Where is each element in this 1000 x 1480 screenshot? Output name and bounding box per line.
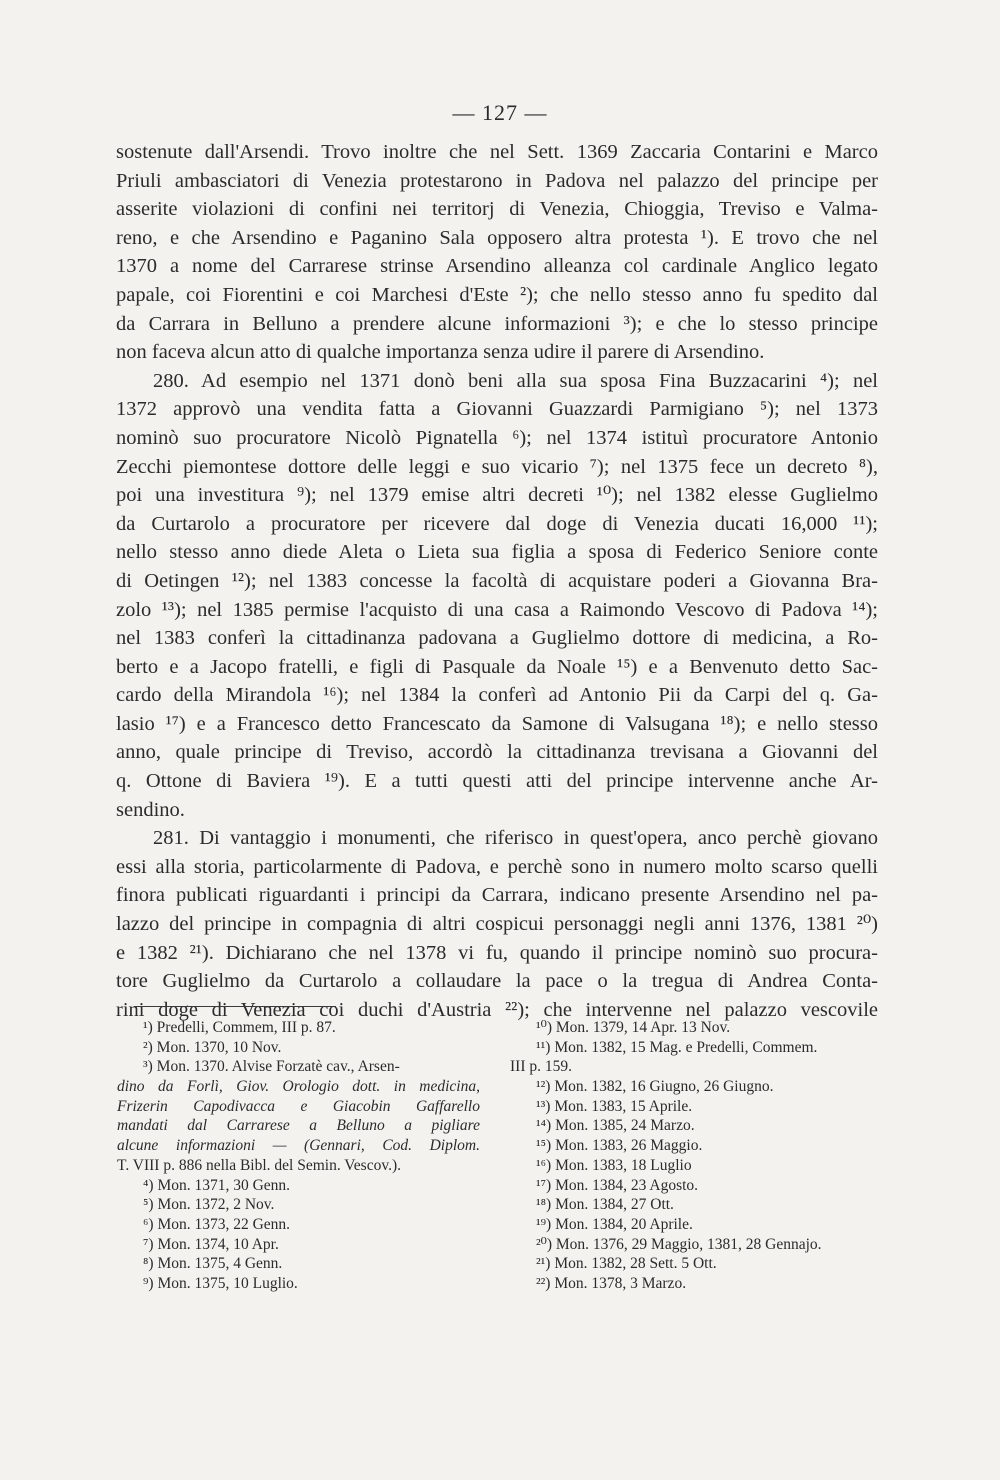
body-line: lazzo del principe in compagnia di altri cospicui personaggi negli anni 1376, 1381 ²⁰) [116,913,878,936]
body-line: cardo della Mirandola ¹⁶); nel 1384 la conferì ad Antonio Pii da Carpi del q. Ga- [116,684,878,707]
paragraph-281-start: 281. Di vantaggio i monumenti, che riferisco in quest'opera, anco perchè giovano [153,827,878,850]
footnote: ⁵) Mon. 1372, 2 Nov. [143,1196,275,1214]
footnote-continuation: Frizerin Capodivacca e Giacobin Gaffarello [117,1097,480,1115]
footnote: ²) Mon. 1370, 10 Nov. [143,1038,282,1056]
footnote: ¹⁹) Mon. 1384, 20 Aprile. [536,1215,693,1233]
footnote: ¹⁰) Mon. 1379, 14 Apr. 13 Nov. [536,1019,731,1036]
body-line: tore Guglielmo da Curtarolo a collaudare la pace o la tregua di Andrea Conta- [116,970,878,993]
footnote: ¹²) Mon. 1382, 16 Giugno, 26 Giugno. [536,1078,774,1096]
footnotes-right-column [510,1018,882,1294]
body-line: lasio ¹⁷) e a Francesco detto Francescato da Samone di Valsugana ¹⁸); e nello stesso [116,712,878,735]
body-line: sostenute dall'Arsendi. Trovo inoltre che nel Sett. 1369 Zaccaria Contarini e Marco [116,141,878,163]
footnote-continuation: III p. 159. [510,1058,572,1076]
footnote: ⁶) Mon. 1373, 22 Genn. [143,1215,291,1233]
body-line: papale, coi Fiorentini e coi Marchesi d'Este ²); che nello stesso anno fu spedito dal [116,283,878,306]
footnote: ³) Mon. 1370. Alvise Forzatè cav., Arsen- [143,1058,400,1076]
body-line: da Curtarolo a procuratore per ricevere dal doge di Venezia ducati 16,000 ¹¹); [116,512,878,535]
body-line: sendino. [116,798,185,821]
body-line: nello stesso anno diede Aleta o Lieta sua figlia a sposa di Federico Seniore conte [116,541,878,564]
footnote-continuation: dino da Forlì, Giov. Orologio dott. in medicina, [117,1078,480,1096]
footnote: ⁸) Mon. 1375, 4 Genn. [143,1255,283,1273]
footnote: ⁹) Mon. 1375, 10 Luglio. [143,1274,298,1292]
paragraph-280-start: 280. Ad esempio nel 1371 donò beni alla sua sposa Fina Buzzacarini ⁴); nel [153,369,878,392]
footnote: ¹⁸) Mon. 1384, 27 Ott. [536,1196,674,1214]
body-line: q. Ottone di Baviera ¹⁹). E a tutti questi atti del principe intervenne anche Ar- [116,770,878,793]
body-line: rini doge di Venezia coi duchi d'Austria ²²); che intervenne nel palazzo vescovile [116,998,878,1021]
body-text [116,138,878,1024]
footnote: ²²) Mon. 1378, 3 Marzo. [536,1274,687,1292]
body-line: non faceva alcun atto di qualche importanza senza udire il parere di Arsendino. [116,341,765,364]
footnote: ¹) Predelli, Commem, III p. 87. [143,1019,336,1036]
body-line: Priuli ambasciatori di Venezia protestarono in Padova nel palazzo del principe per [116,169,878,192]
footnote: ¹⁶) Mon. 1383, 18 Luglio [536,1156,692,1174]
body-line: 1372 approvò una vendita fatta a Giovanni Guazzardi Parmigiano ⁵); nel 1373 [116,398,878,421]
footnote: ¹¹) Mon. 1382, 15 Mag. e Predelli, Commem. [536,1038,818,1056]
body-line: finora publicati riguardanti i principi da Carrara, indicano presente Arsendino nel pa- [116,884,878,907]
footnote: ¹⁵) Mon. 1383, 26 Maggio. [536,1137,703,1155]
footnote-continuation: mandati dal Carrarese a Belluno a pigliare [117,1117,480,1135]
footnote-separator [134,1006,336,1007]
body-line: anno, quale principe di Treviso, accordò la cittadinanza trevisana a Giovanni del [116,741,878,764]
footnote-continuation: alcune informazioni — (Gennari, Cod. Diplom. [117,1137,480,1155]
body-line: essi alla storia, particolarmente di Padova, e perchè sono in numero molto scarso quelli [116,855,878,878]
body-line: Zecchi piemontese dottore delle leggi e suo vicario ⁷); nel 1375 fece un decreto ⁸), [116,455,878,478]
footnotes-left-column [117,1018,480,1294]
body-line: asserite violazioni di confini nei territorj di Venezia, Chioggia, Treviso e Valma- [116,198,878,221]
body-line: reno, e che Arsendino e Paganino Sala opposero altra protesta ¹). E trovo che nel [116,226,878,249]
body-line: e 1382 ²¹). Dichiarano che nel 1378 vi fu, quando il principe nominò suo procura- [116,941,878,964]
body-line: berto e a Jacopo fratelli, e figli di Pasquale da Noale ¹⁵) e a Benvenuto detto Sac- [116,655,878,678]
footnote: ¹⁴) Mon. 1385, 24 Marzo. [536,1117,695,1135]
body-line: zolo ¹³); nel 1385 permise l'acquisto di una casa a Raimondo Vescovo di Padova ¹⁴); [116,598,878,621]
footnote: ⁴) Mon. 1371, 30 Genn. [143,1176,291,1194]
body-line: poi una investitura ⁹); nel 1379 emise altri decreti ¹⁰); nel 1382 elesse Guglielmo [116,484,878,507]
body-line: 1370 a nome del Carrarese strinse Arsendino alleanza col cardinale Anglico legato [116,255,878,278]
page-number: — 127 — [452,100,548,125]
footnote: ²¹) Mon. 1382, 28 Sett. 5 Ott. [536,1255,717,1273]
footnote: ¹⁷) Mon. 1384, 23 Agosto. [536,1176,699,1194]
body-line: nominò suo procuratore Nicolò Pignatella ⁶); nel 1374 istituì procuratore Antonio [116,426,878,449]
footnote: ²⁰) Mon. 1376, 29 Maggio, 1381, 28 Gennajo. [536,1235,822,1253]
footnote: ¹³) Mon. 1383, 15 Aprile. [536,1097,693,1115]
body-line: da Carrara in Belluno a prendere alcune informazioni ³); e che lo stesso principe [116,312,878,335]
body-line: nel 1383 conferì la cittadinanza padovana a Guglielmo dottore di medicina, a Ro- [116,627,878,650]
body-line: di Oetingen ¹²); nel 1383 concesse la facoltà di acquistare poderi a Giovanna Bra- [116,569,878,592]
footnote-continuation: T. VIII p. 886 nella Bibl. del Semin. Vescov.). [117,1156,401,1174]
footnote: ⁷) Mon. 1374, 10 Apr. [143,1235,279,1253]
